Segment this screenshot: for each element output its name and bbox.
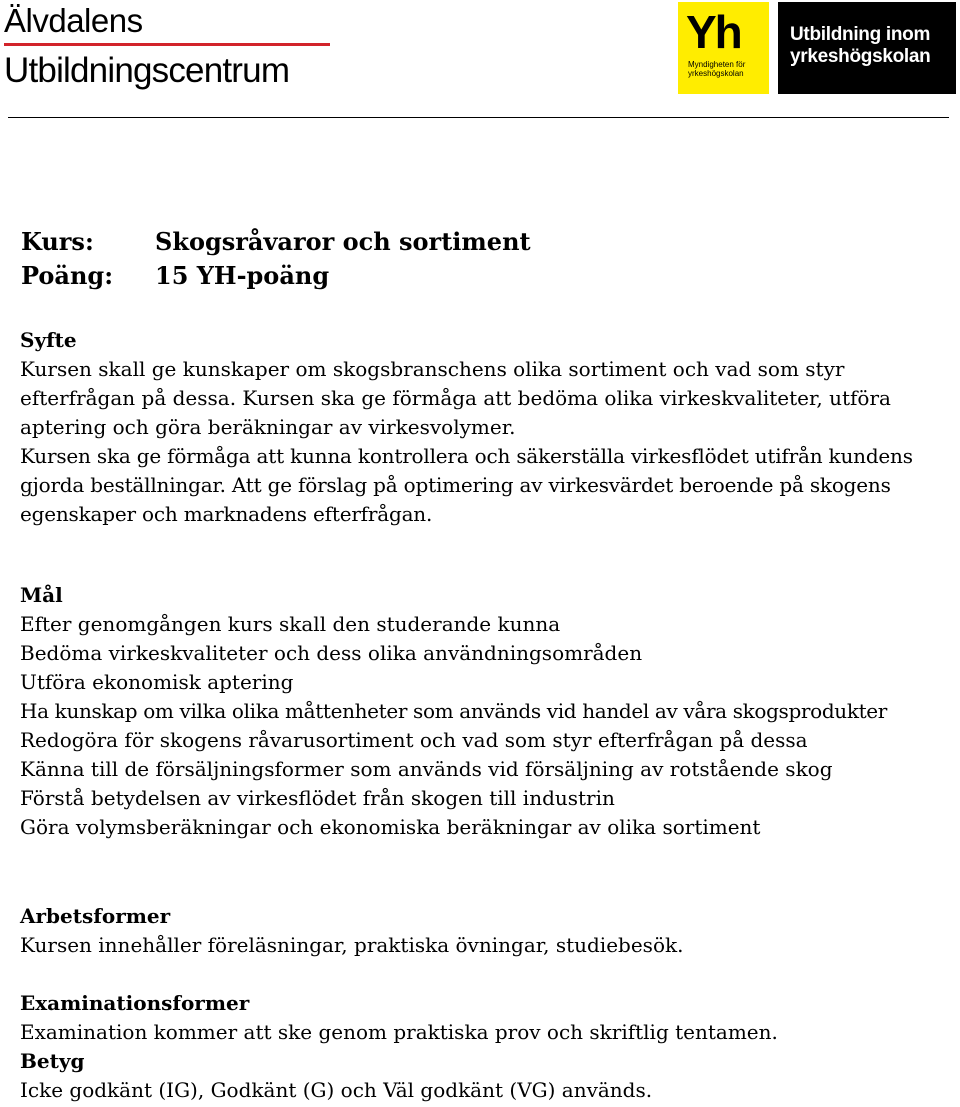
course-info: [21, 225, 531, 293]
mal-item: Utföra ekonomisk aptering: [20, 670, 294, 694]
yrkeshogskolan-logo: [778, 2, 956, 94]
arbetsformer-text: Kursen innehåller föreläsningar, praktiska övningar, studiebesök.: [20, 933, 684, 957]
betyg-heading: Betyg: [20, 1049, 85, 1073]
course-title: Skogsråvaror och sortiment: [155, 227, 531, 256]
points-value: 15 YH-poäng: [155, 261, 330, 290]
examinationsformer-text: Examination kommer att ske genom praktiska prov och skriftlig tentamen.: [20, 1020, 778, 1044]
mal-item: Efter genomgången kurs skall den studerande kunna: [20, 612, 561, 636]
header-divider: [8, 117, 949, 118]
mal-item: Känna till de försäljningsformer som används vid försäljning av rotstående skog: [20, 757, 833, 781]
course-row: [21, 225, 531, 259]
examinationsformer-heading: Examinationsformer: [20, 991, 250, 1015]
brand-line2: yrkeshögskolan: [790, 46, 931, 67]
mal-item: Göra volymsberäkningar och ekonomiska beräkningar av olika sortiment: [20, 815, 761, 839]
points-row: [21, 259, 531, 293]
school-logo-line1: Älvdalens: [4, 2, 143, 39]
section-examinationsformer: [20, 989, 950, 1105]
yh-logo-subtitle: Myndigheten för yrkeshögskolan: [688, 60, 746, 78]
course-label: Kurs:: [21, 227, 94, 256]
yh-logo: [678, 2, 769, 94]
arbetsformer-heading: Arbetsformer: [20, 904, 171, 928]
mal-item: Bedöma virkeskvaliteter och dess olika användningsområden: [20, 641, 643, 665]
school-logo-rule: [4, 43, 330, 46]
section-syfte: [20, 326, 950, 529]
syfte-paragraph-2: Kursen ska ge förmåga att kunna kontrollera och säkerställa virkesflödet utifrån kundens gjorda beställningar. Att ge förslag på optimering av virkesvärdet beroende på skogens egenskaper och marknadens efterfrågan.: [20, 444, 913, 526]
yh-logo-mark: Yh: [686, 6, 741, 58]
school-logo-line2: Utbildningscentrum: [4, 51, 290, 90]
mal-item: Förstå betydelsen av virkesflödet från skogen till industrin: [20, 786, 615, 810]
syfte-paragraph-1: Kursen skall ge kunskaper om skogsbranschens olika sortiment och vad som styr efterfrågan på dessa. Kursen ska ge förmåga att bedöma olika virkeskvaliteter, utföra aptering och göra beräkningar av virkesvolymer.: [20, 357, 891, 439]
brand-line1: Utbildning inom: [790, 24, 931, 45]
mal-heading: Mål: [20, 583, 63, 607]
section-arbetsformer: [20, 902, 950, 960]
mal-item: Ha kunskap om vilka olika måttenheter som används vid handel av våra skogsprodukter: [20, 699, 887, 723]
mal-item: Redogöra för skogens råvarusortiment och vad som styr efterfrågan på dessa: [20, 728, 808, 752]
points-label: Poäng:: [21, 261, 114, 290]
syfte-heading: Syfte: [20, 328, 77, 352]
section-mal: [20, 581, 960, 842]
school-logo: [4, 4, 330, 90]
betyg-text: Icke godkänt (IG), Godkänt (G) och Väl godkänt (VG) används.: [20, 1078, 653, 1102]
yrkeshogskolan-logo-text: [790, 24, 930, 68]
